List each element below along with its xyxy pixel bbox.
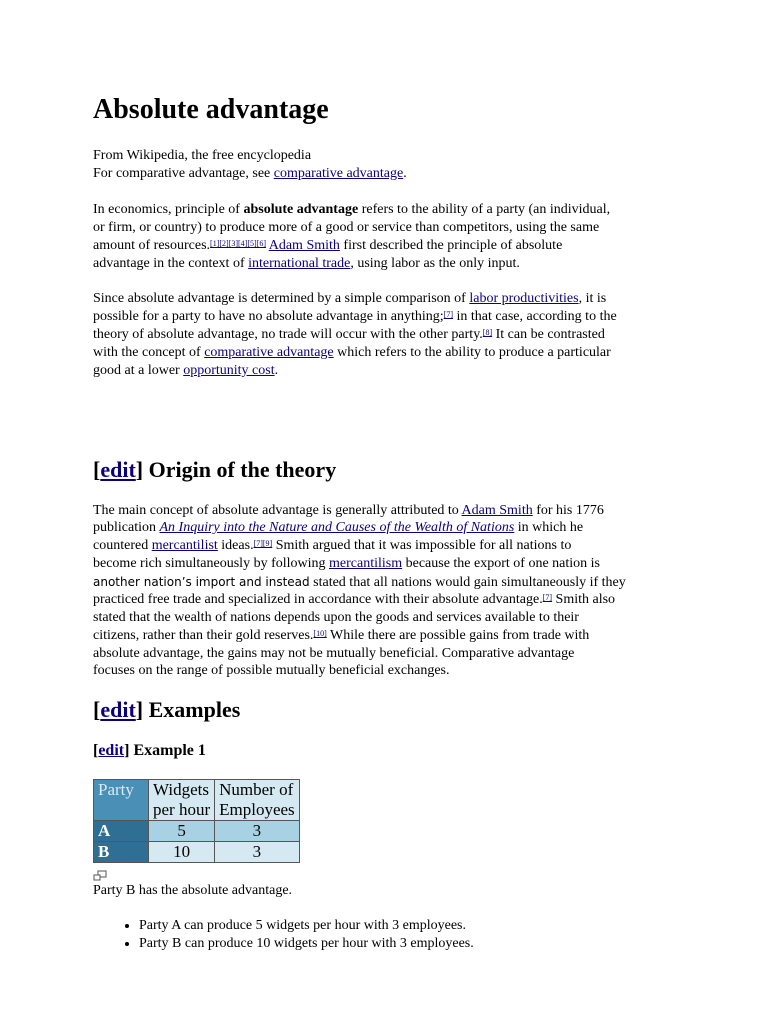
bracket: [ [93, 742, 99, 759]
text: citizens, rather than their gold reserves. [93, 628, 314, 643]
text: countered [93, 538, 152, 553]
table-row [94, 821, 300, 842]
citation-ref[interactable]: [10] [313, 629, 327, 638]
text: ideas. [217, 538, 254, 553]
text: stated that all nations would gain simultaneously if they [309, 575, 626, 590]
p3-line6 [93, 591, 615, 609]
mercantilism-link[interactable]: mercantilism [329, 556, 403, 571]
section-heading-origin [93, 457, 336, 483]
comparative-advantage-link[interactable]: comparative advantage [204, 345, 334, 360]
p2-line1 [93, 290, 606, 308]
hatnote-suffix: . [403, 166, 407, 181]
text: another nation’s import and instead [93, 575, 310, 589]
text: refers to the ability of a party (an individual, [358, 202, 611, 217]
p1-line3 [93, 237, 562, 255]
text: publication [93, 520, 160, 535]
adam-smith-link[interactable]: Adam Smith [268, 238, 340, 253]
bracket: ] [124, 742, 134, 759]
p3-line8 [93, 627, 589, 645]
text: which refers to the ability to produce a particular [333, 345, 611, 360]
text: Since absolute advantage is determined by a simple comparison of [93, 291, 470, 306]
edit-link[interactable]: edit [98, 742, 125, 759]
p3-line4 [93, 555, 600, 573]
p3-line2 [93, 519, 583, 537]
table-header-row [94, 780, 300, 801]
citation-refs[interactable]: [1][2][3][4][5][6] [210, 239, 266, 248]
adam-smith-link[interactable]: Adam Smith [461, 503, 533, 518]
p3-line10: focuses on the range of possible mutually beneficial exchanges. [93, 663, 450, 678]
text: While there are possible gains from trade with [326, 628, 590, 643]
labor-productivities-link[interactable]: labor productivities [469, 291, 579, 306]
p2-line2 [93, 308, 617, 326]
citation-ref[interactable]: [8] [482, 328, 493, 337]
edit-link[interactable]: edit [100, 697, 136, 722]
text: The main concept of absolute advantage is generally attributed to [93, 503, 462, 518]
p1-line1 [93, 201, 610, 219]
text: possible for a party to have no absolute advantage in anything; [93, 309, 444, 324]
row-employees: 3 [215, 821, 300, 842]
p1-line4 [93, 255, 520, 273]
table-caption: Party B has the absolute advantage. [93, 883, 293, 898]
bold-term: absolute advantage [243, 202, 359, 217]
text: theory of absolute advantage, no trade will occur with the other party. [93, 327, 483, 342]
site-subtitle: From Wikipedia, the free encyclopedia [93, 148, 312, 163]
p2-line4 [93, 344, 611, 362]
header-widgets-2: per hour [149, 800, 215, 821]
bracket: ] [135, 457, 149, 482]
row-widgets: 5 [149, 821, 215, 842]
section-heading-examples [93, 697, 240, 723]
bullet-list [111, 917, 699, 953]
p3-line1 [93, 502, 604, 520]
text: first described the principle of absolute [339, 238, 563, 253]
text: Smith also [552, 592, 616, 607]
citation-refs[interactable]: [7][9] [253, 539, 273, 548]
subsection-heading-example1 [93, 742, 206, 760]
text: because the export of one nation is [402, 556, 600, 571]
citation-ref[interactable]: [7] [542, 593, 553, 602]
text: for his 1776 [532, 503, 604, 518]
edit-link[interactable]: edit [100, 457, 136, 482]
text: It can be contrasted [492, 327, 605, 342]
row-party: A [94, 821, 149, 842]
text: . [274, 363, 279, 378]
hatnote [93, 165, 407, 183]
wealth-of-nations-link[interactable]: An Inquiry into the Nature and Causes of the Wealth of Nations [159, 520, 515, 535]
text: amount of resources. [93, 238, 211, 253]
section-title: Origin of the theory [148, 457, 337, 482]
header-party: Party [94, 780, 149, 821]
text: with the concept of [93, 345, 205, 360]
text: , it is [578, 291, 607, 306]
text: in that case, according to the [453, 309, 617, 324]
text: In economics, principle of [93, 202, 244, 217]
p1-line2: or firm, or country) to produce more of a good or service than competitors, using the same [93, 220, 600, 235]
list-item: • Party A can produce 5 widgets per hour with 3 employees. [139, 917, 699, 935]
p3-line3 [93, 537, 571, 555]
bracket: [ [93, 457, 101, 482]
p3-line7: stated that the wealth of nations depends upon the goods and services available to their [93, 610, 579, 625]
subsection-title: Example 1 [133, 742, 206, 759]
mercantilist-link[interactable]: mercantilist [151, 538, 218, 553]
widgets-table [93, 779, 300, 863]
text: advantage in the context of [93, 256, 249, 271]
header-employees-2: Employees [215, 800, 300, 821]
text: become rich simultaneously by following [93, 556, 330, 571]
international-trade-link[interactable]: international trade [248, 256, 351, 271]
enlarge-icon[interactable] [93, 870, 107, 882]
p2-line5 [93, 362, 278, 380]
header-employees: Number of [215, 780, 300, 801]
text: Smith argued that it was impossible for all nations to [272, 538, 572, 553]
p2-line3 [93, 326, 605, 344]
p3-line5 [93, 573, 626, 592]
text: in which he [514, 520, 584, 535]
text: , using labor as the only input. [350, 256, 520, 271]
page-title: Absolute advantage [93, 94, 329, 125]
table-row [94, 842, 300, 863]
citation-ref[interactable]: [7] [443, 310, 454, 319]
row-employees: 3 [215, 842, 300, 863]
section-title: Examples [148, 697, 241, 722]
hatnote-prefix: For comparative advantage, see [93, 166, 274, 181]
header-widgets: Widgets [149, 780, 215, 801]
text: good at a lower [93, 363, 184, 378]
row-widgets: 10 [149, 842, 215, 863]
text: practiced free trade and specialized in accordance with their absolute advantage. [93, 592, 543, 607]
p3-line9: absolute advantage, the gains may not be mutually beneficial. Comparative advantage [93, 646, 575, 661]
bracket: [ [93, 697, 101, 722]
row-party: B [94, 842, 149, 863]
bracket: ] [135, 697, 149, 722]
list-item: • Party B can produce 10 widgets per hour with 3 employees. [139, 935, 699, 953]
hatnote-link[interactable]: comparative advantage [273, 166, 404, 181]
opportunity-cost-link[interactable]: opportunity cost [183, 363, 275, 378]
